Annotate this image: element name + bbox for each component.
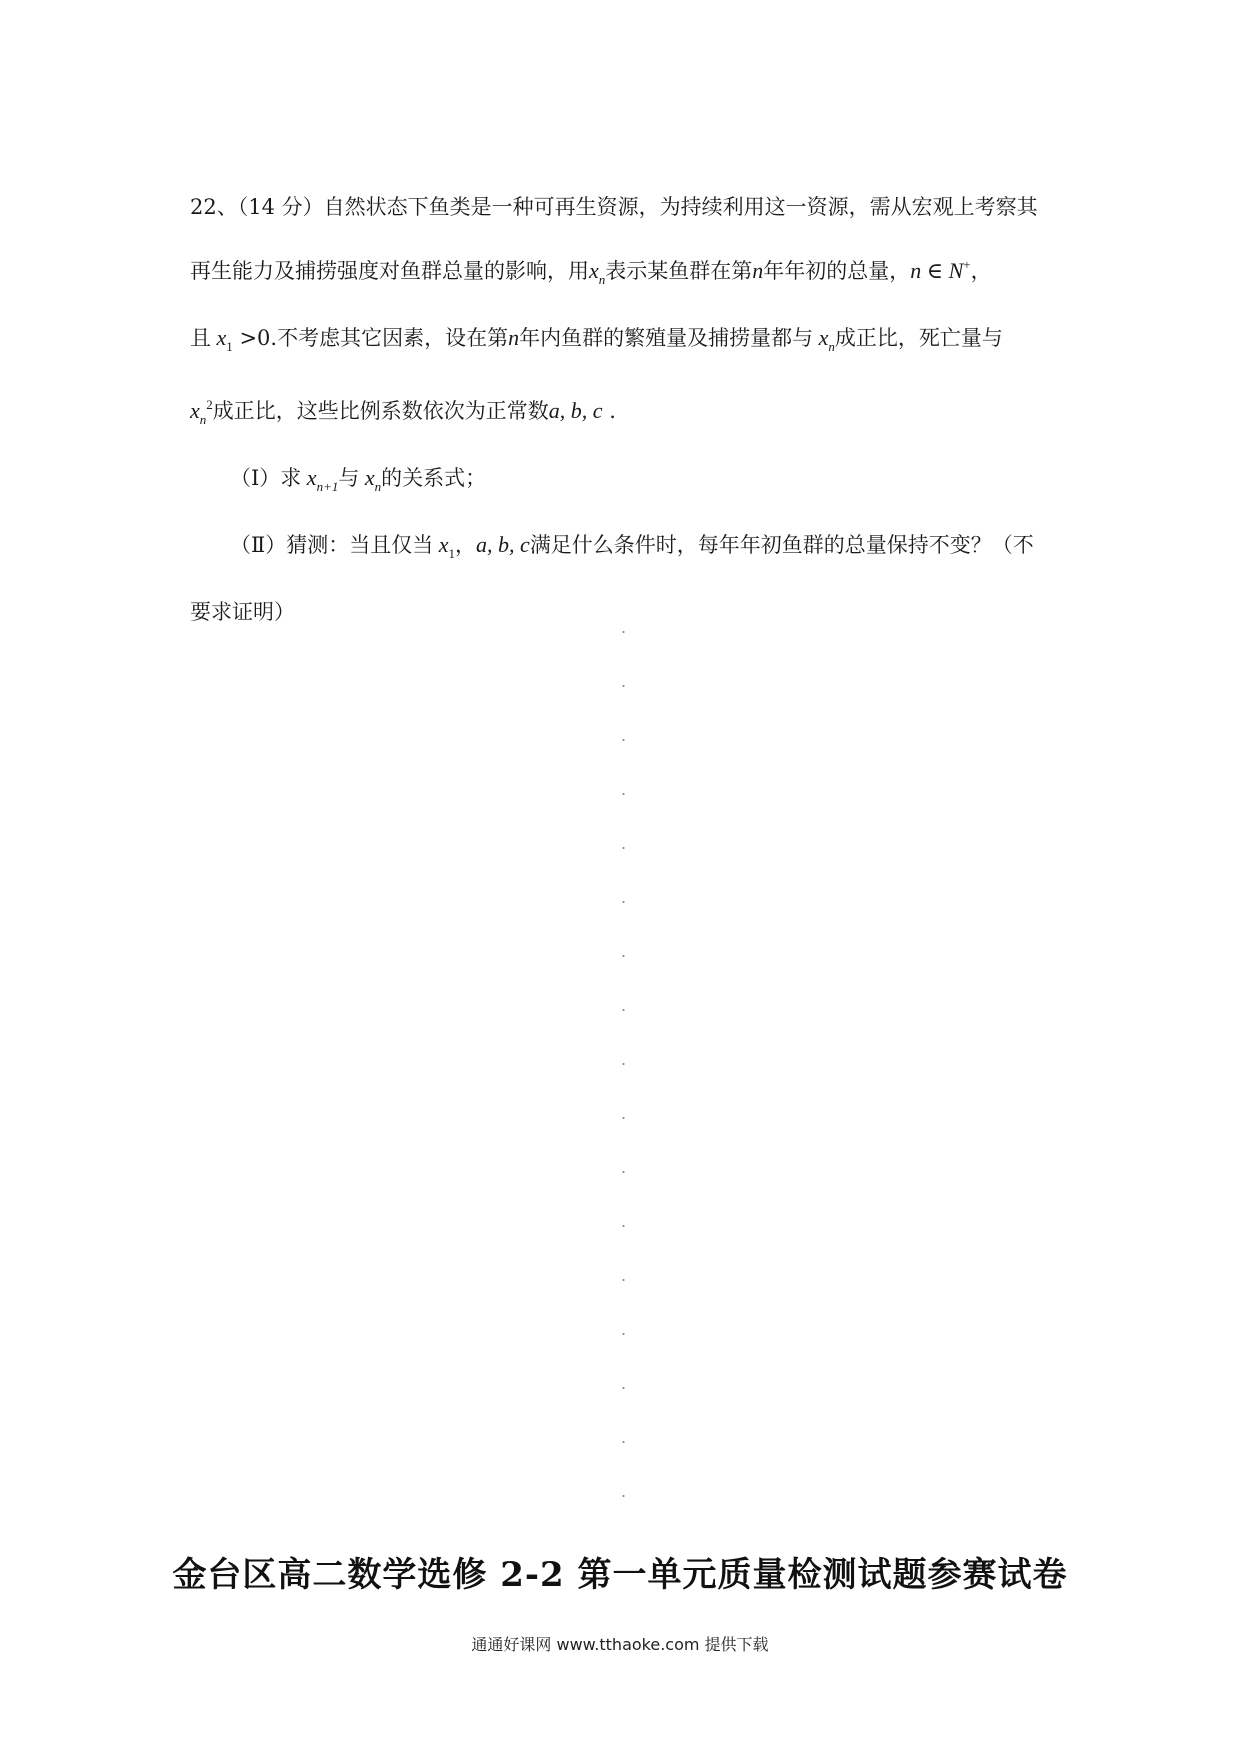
math-var: $x_n$	[818, 325, 835, 354]
problem-line-3	[190, 309, 1060, 376]
math-var: n	[752, 258, 764, 283]
exam-title: 金台区高二数学选修 2-2 第一单元质量检测试题参赛试卷	[172, 1555, 1068, 1595]
problem-text: 成正比，这些比例系数依次为正常数	[212, 399, 549, 423]
problem-points: （14 分）	[237, 195, 324, 219]
part-2	[190, 516, 1060, 583]
problem-text: 且	[190, 326, 211, 350]
problem-text: 成正比，死亡量与	[834, 326, 1003, 350]
math-var: $x_n$	[364, 465, 382, 494]
math-var: $x_{n+1}$	[306, 465, 339, 494]
problem-text: 与	[338, 466, 360, 490]
download-credit: 通通好课网 www.tthaoke.com 提供下载	[471, 1635, 769, 1654]
problem-text: 自然状态下鱼类是一种可再生资源，为持续利用这一资源，需从宏观上考察其	[323, 195, 1038, 219]
problem-text: 年年初的总量，	[763, 259, 911, 283]
punctuation: ，	[970, 259, 992, 283]
problem-22	[190, 178, 1060, 641]
problem-text: 满足什么条件时，每年年初鱼群的总量保持不变？（不	[529, 533, 1034, 557]
problem-text: 不考虑其它因素，设在第	[277, 326, 509, 350]
problem-line-1	[190, 178, 1060, 236]
math-expression: $x_1$	[216, 325, 233, 354]
part-2-continuation: 要求证明）	[190, 600, 295, 624]
part-1-label: （Ⅰ）求	[230, 466, 302, 490]
problem-number: 22、	[190, 195, 238, 219]
part-1	[190, 449, 1060, 516]
math-expression: n ∈ N+	[910, 257, 971, 283]
part-2-label: （Ⅱ）猜测：当且仅当	[230, 533, 434, 557]
problem-line-4	[190, 376, 1060, 449]
math-constants: a, b, c	[548, 398, 603, 423]
math-constants: a, b, c	[476, 532, 530, 557]
problem-text: 年内鱼群的繁殖量及捕捞量都与	[519, 326, 814, 350]
math-inequality: >0.	[232, 326, 278, 350]
problem-text: 再生能力及捕捞强度对鱼群总量的影响，用	[190, 259, 589, 283]
dotted-fold-line	[622, 605, 625, 1535]
math-var: $x_n^2$	[190, 397, 213, 427]
punctuation: ，	[455, 533, 477, 557]
problem-line-2	[190, 236, 1060, 309]
math-var: n	[508, 325, 520, 350]
math-var: $x_n$	[589, 258, 606, 287]
math-var: $x_1$	[438, 532, 456, 561]
punctuation: .	[602, 399, 616, 423]
problem-text: 的关系式；	[381, 466, 487, 490]
problem-text: 表示某鱼群在第	[605, 259, 753, 283]
